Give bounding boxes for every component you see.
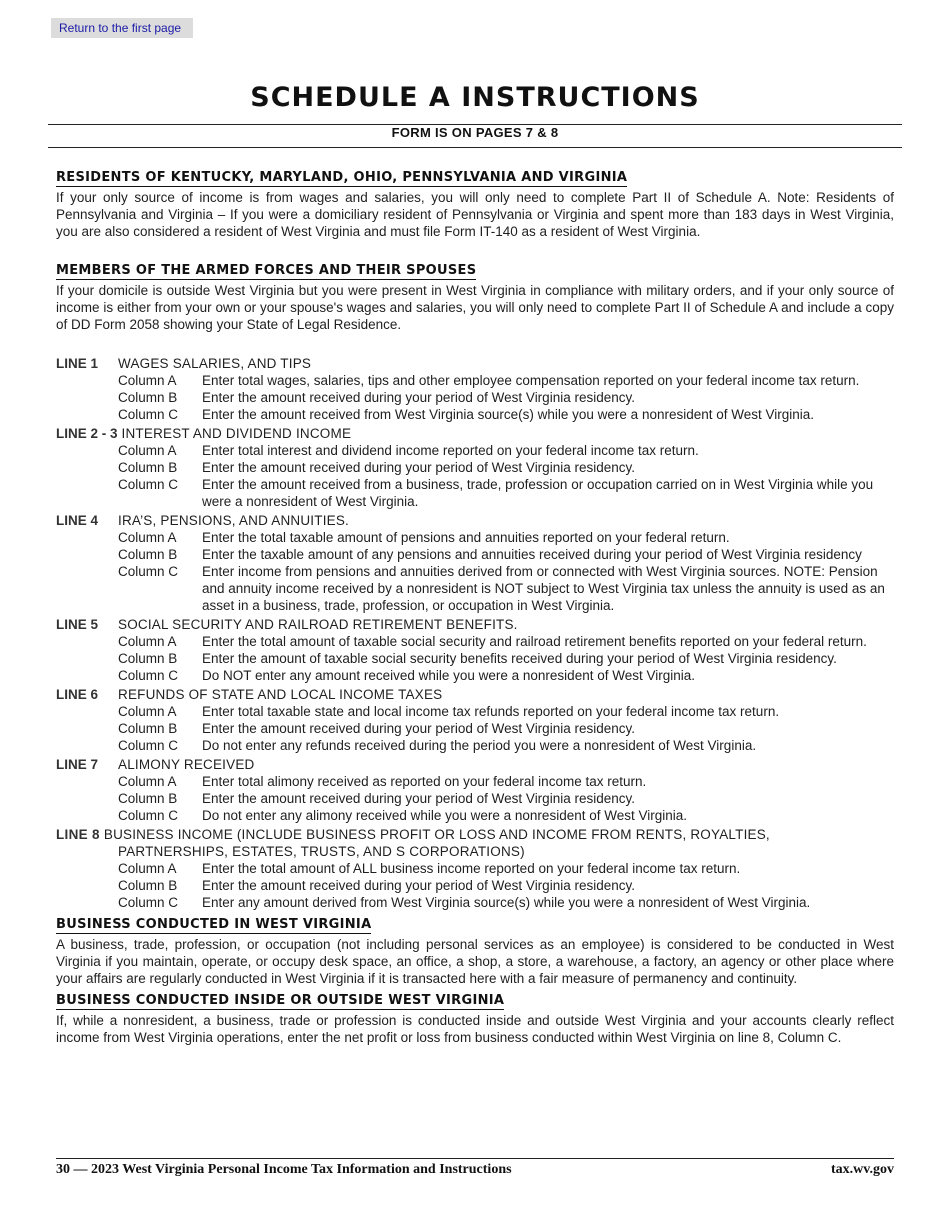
column-label: Column B [118, 791, 178, 806]
business-inout-heading: BUSINESS CONDUCTED INSIDE OR OUTSIDE WEST VIRGINIA [56, 993, 505, 1008]
armed-forces-heading: MEMBERS OF THE ARMED FORCES AND THEIR SPOUSES [56, 263, 477, 278]
column-text: Enter the amount received during your period of West Virginia residency. [202, 721, 635, 736]
column-text: Enter any amount derived from West Virginia source(s) while you were a nonresident of West Virginia. [202, 895, 811, 910]
column-label: Column A [118, 443, 177, 458]
column-row [56, 529, 894, 546]
column-label: Column C [118, 808, 179, 823]
line-label: LINE 1 [56, 356, 99, 371]
line-title: REFUNDS OF STATE AND LOCAL INCOME TAXES [118, 687, 443, 702]
line-5-block [56, 616, 894, 684]
column-label: Column C [118, 564, 179, 579]
return-to-first-page-button[interactable]: Return to the first page [51, 18, 193, 38]
column-row [56, 773, 894, 790]
column-text: Enter total wages, salaries, tips and other employee compensation reported on your federal income tax return. [202, 373, 860, 388]
line-2-3-block [56, 425, 894, 510]
column-label: Column A [118, 774, 177, 789]
footer-divider [56, 1158, 894, 1159]
line-title: WAGES SALARIES, AND TIPS [118, 356, 312, 371]
column-row [56, 633, 894, 650]
column-text: Enter the taxable amount of any pensions and annuities received during your period of West Virginia residency [202, 547, 862, 562]
column-text: Enter the amount received during your period of West Virginia residency. [202, 460, 635, 475]
line-label: LINE 2 - 3 [56, 426, 118, 441]
column-label: Column A [118, 861, 177, 876]
armed-forces-text: If your domicile is outside West Virginia but you were present in West Virginia in compliance with military orders, and if your only source of income is either from your own or your spouse's wages and salaries, you will only need to complete Part II of Schedule A and include a copy of DD Form 2058 showing your State of Legal Residence. [56, 283, 894, 332]
column-text: Enter the total amount of taxable social security and railroad retirement benefits reported on your federal return. [202, 634, 867, 649]
column-row [56, 860, 894, 877]
footer-page-info: 30 — 2023 West Virginia Personal Income Tax Information and Instructions [56, 1162, 512, 1177]
column-row [56, 650, 894, 667]
column-row [56, 372, 894, 389]
column-text: Enter income from pensions and annuities derived from or connected with West Virginia sources. NOTE: Pension and annuity income received by a nonresident is NOT subject to West Virginia tax unless the annuity is used as an asset in a business, trade, profession, or occupation in West Virginia. [202, 564, 885, 613]
column-text: Enter the amount received during your period of West Virginia residency. [202, 878, 635, 893]
line-title: BUSINESS INCOME (INCLUDE BUSINESS PROFIT OR LOSS AND INCOME FROM RENTS, ROYALTIES, [103, 827, 770, 842]
column-label: Column B [118, 721, 178, 736]
column-label: Column B [118, 878, 178, 893]
column-text: Enter the amount received from West Virginia source(s) while you were a nonresident of West Virginia. [202, 407, 815, 422]
column-row [56, 790, 894, 807]
column-row [56, 703, 894, 720]
column-label: Column A [118, 530, 177, 545]
column-text: Enter total taxable state and local income tax refunds reported on your federal income tax return. [202, 704, 780, 719]
column-label: Column C [118, 477, 179, 492]
column-row [56, 807, 894, 824]
business-wv-heading: BUSINESS CONDUCTED IN WEST VIRGINIA [56, 917, 372, 932]
column-text: Do not enter any alimony received while you were a nonresident of West Virginia. [202, 808, 688, 823]
business-inout-section [56, 991, 894, 1046]
column-row [56, 563, 894, 614]
residents-section [56, 168, 894, 240]
column-row [56, 546, 894, 563]
column-text: Enter the total taxable amount of pensions and annuities reported on your federal return. [202, 530, 730, 545]
line-label: LINE 7 [56, 757, 99, 772]
business-wv-section [56, 915, 894, 987]
column-text: Enter the amount received during your period of West Virginia residency. [202, 791, 635, 806]
column-row [56, 406, 894, 423]
column-row [56, 459, 894, 476]
armed-forces-section [56, 261, 894, 333]
column-label: Column B [118, 547, 178, 562]
column-row [56, 737, 894, 754]
business-inout-text: If, while a nonresident, a business, trade or profession is conducted inside and outside West Virginia and your accounts clearly reflect income from West Virginia operations, enter the net profit or loss from business conducted within West Virginia on line 8, Column C. [56, 1013, 894, 1045]
column-row [56, 389, 894, 406]
column-label: Column C [118, 668, 179, 683]
column-row [56, 667, 894, 684]
column-label: Column B [118, 390, 178, 405]
column-text: Enter the total amount of ALL business income reported on your federal income tax return. [202, 861, 741, 876]
page-title: SCHEDULE A INSTRUCTIONS [250, 82, 700, 113]
line-title: ALIMONY RECEIVED [118, 757, 255, 772]
line-title: SOCIAL SECURITY AND RAILROAD RETIREMENT BENEFITS. [118, 617, 518, 632]
column-label: Column C [118, 895, 179, 910]
column-text: Enter the amount of taxable social security benefits received during your period of West Virginia residency. [202, 651, 837, 666]
column-text: Do not enter any refunds received during the period you were a nonresident of West Virginia. [202, 738, 757, 753]
column-row [56, 442, 894, 459]
column-text: Enter the amount received during your period of West Virginia residency. [202, 390, 635, 405]
line-label: LINE 5 [56, 617, 99, 632]
column-label: Column B [118, 460, 178, 475]
line-4-block [56, 512, 894, 614]
line-7-block [56, 756, 894, 824]
column-row [56, 894, 894, 911]
column-text: Do NOT enter any amount received while you were a nonresident of West Virginia. [202, 668, 696, 683]
footer-website[interactable]: tax.wv.gov [831, 1162, 894, 1177]
page-subtitle: FORM IS ON PAGES 7 & 8 [391, 125, 559, 140]
column-label: Column A [118, 373, 177, 388]
column-row [56, 476, 894, 510]
line-label: LINE 6 [56, 687, 99, 702]
residents-text: If your only source of income is from wages and salaries, you will only need to complete Part II of Schedule A. Note: Residents of Pennsylvania and Virginia – If you were a domiciliary resident of Pennsylvania or Virginia and spent more than 183 days in West Virginia, you are also considered a resident of West Virginia and must file Form IT-140 as a resident of West Virginia. [56, 190, 894, 239]
line-label: LINE 8 [56, 827, 100, 842]
column-label: Column C [118, 407, 179, 422]
line-6-block [56, 686, 894, 754]
line-1-block [56, 355, 894, 423]
residents-heading: RESIDENTS OF KENTUCKY, MARYLAND, OHIO, PENNSYLVANIA AND VIRGINIA [56, 170, 628, 185]
business-wv-text: A business, trade, profession, or occupation (not including personal services as an employee) is considered to be conducted in West Virginia if you maintain, operate, or occupy desk space, an office, a shop, a store, a warehouse, a factory, an agency or other place where your affairs are regularly conducted in West Virginia if it is transacted here with a fair measure of permanency and continuity. [56, 937, 894, 986]
column-text: Enter total interest and dividend income reported on your federal income tax return. [202, 443, 699, 458]
column-text: Enter total alimony received as reported on your federal income tax return. [202, 774, 647, 789]
column-row [56, 720, 894, 737]
instructions-body [56, 168, 894, 1046]
line-8-block [56, 826, 894, 911]
column-text: Enter the amount received from a business, trade, profession or occupation carried on in West Virginia while you were a nonresident of West Virginia. [202, 477, 874, 509]
line-title: INTEREST AND DIVIDEND INCOME [121, 426, 352, 441]
line-title: IRA’S, PENSIONS, AND ANNUITIES. [118, 513, 349, 528]
column-label: Column B [118, 651, 178, 666]
title-divider-bottom [48, 147, 902, 148]
column-label: Column A [118, 634, 177, 649]
column-label: Column A [118, 704, 177, 719]
column-label: Column C [118, 738, 179, 753]
column-row [56, 877, 894, 894]
line-label: LINE 4 [56, 513, 99, 528]
line-title-continued: PARTNERSHIPS, ESTATES, TRUSTS, AND S CORPORATIONS) [118, 844, 525, 859]
